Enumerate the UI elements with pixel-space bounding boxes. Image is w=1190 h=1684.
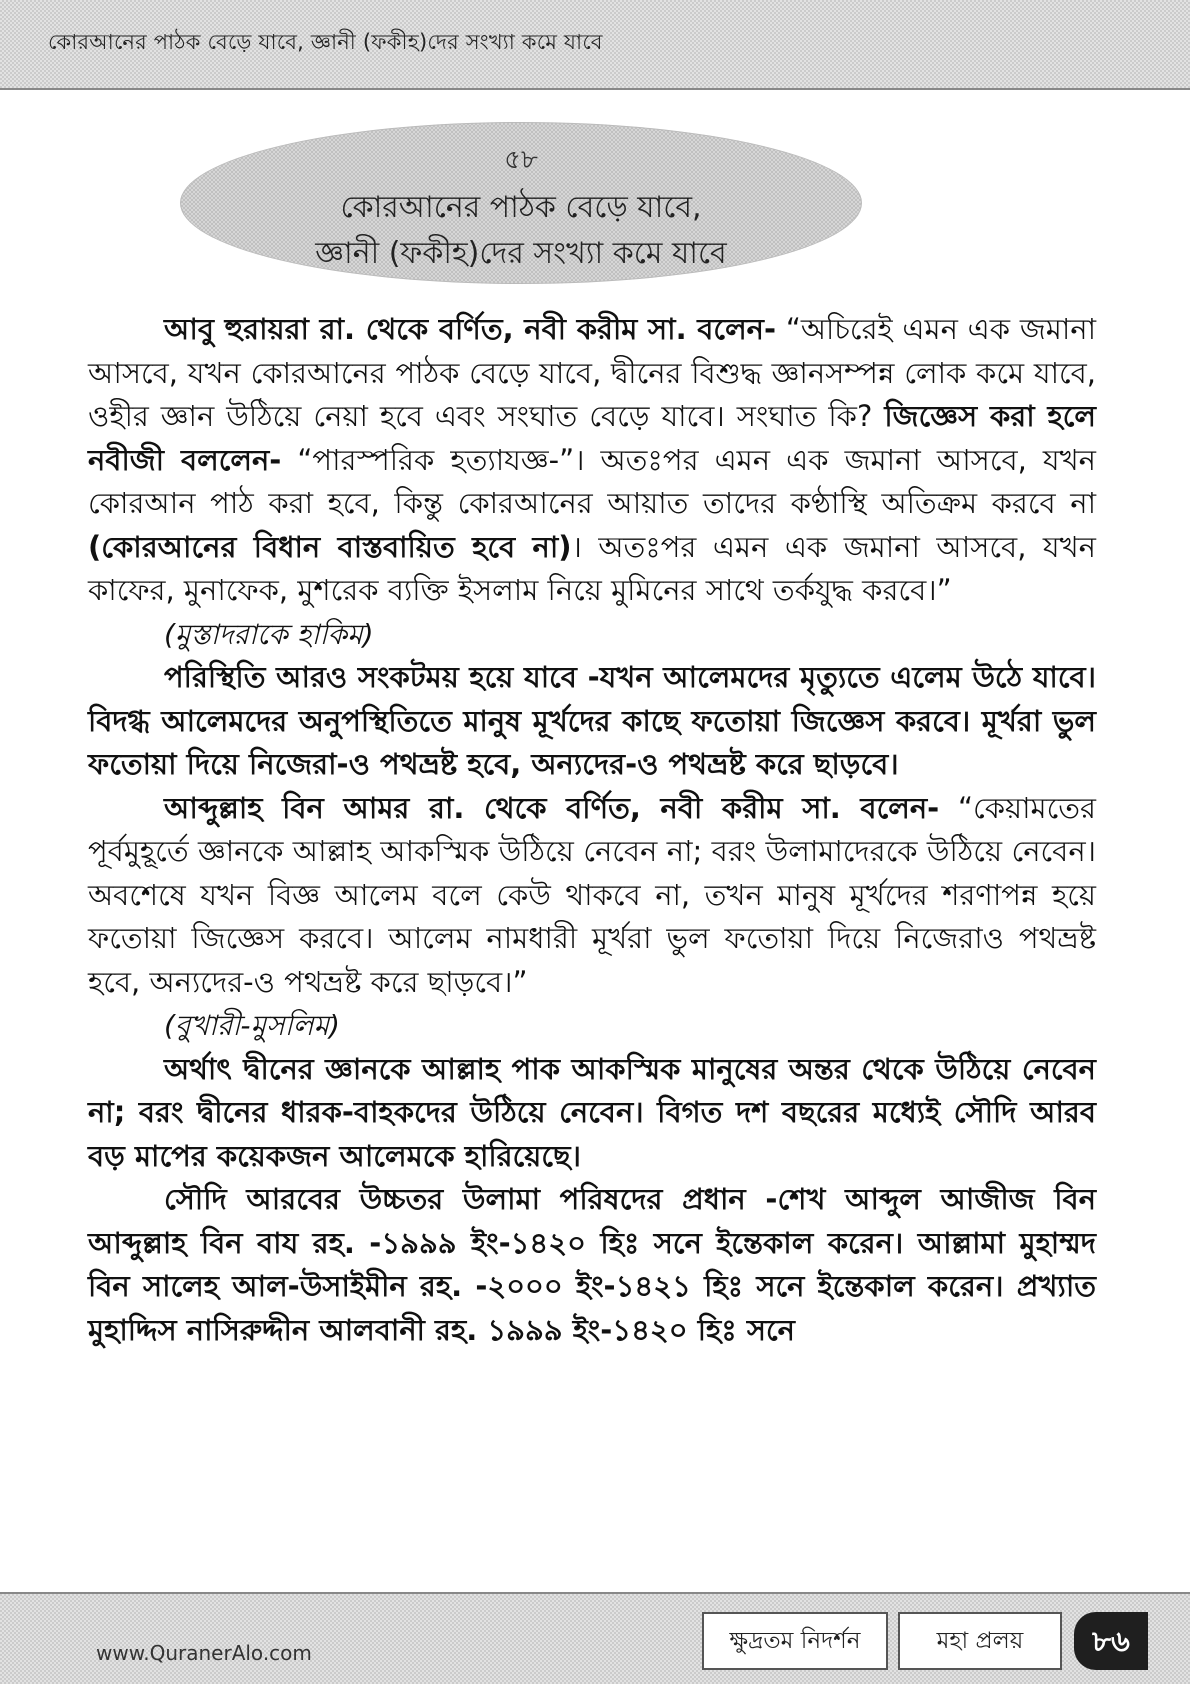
body-text xyxy=(88,308,1096,1352)
paragraph-2: পরিস্থিতি আরও সংকটময় হয়ে যাবে -যখন আলেমদের মৃত্যুতে এলেম উঠে যাবে। বিদগ্ধ আলেমদের অনুপস্থিতিতে মানুষ মূর্খদের কাছে ফতোয়া জিজ্ঞেস করবে। মূর্খরা ভুল ফতোয়া দিয়ে নিজেরা-ও পথভ্রষ্ট হবে, অন্যদের-ও পথভ্রষ্ট করে ছাড়বে। xyxy=(88,660,1096,781)
hadith-text: “কেয়ামতের পূর্বমুহূর্তে জ্ঞানকে আল্লাহ আকস্মিক উঠিয়ে নেবেন না; বরং উলামাদেরকে উঠিয়ে নেবেন। অবশেষে যখন বিজ্ঞ আলেম বলে কেউ থাকবে না, তখন মানুষ মূর্খদের শরণাপন্ন হয়ে ফতোয়া জিজ্ঞেস করবে। আলেম নামধারী মূর্খরা ভুল ফতোয়া দিয়ে নিজেরাও পথভ্রষ্ট হবে, অন্যদের-ও পথভ্রষ্ট করে ছাড়বে।” xyxy=(88,790,1096,999)
running-head: কোরআনের পাঠক বেড়ে যাবে, জ্ঞানী (ফকীহ)দের সংখ্যা কমে যাবে xyxy=(48,30,603,54)
chapter-title-block xyxy=(180,122,862,284)
source-citation: (মুস্তাদরাকে হাকিম) xyxy=(164,617,374,651)
footer-book-title: মহা প্রলয় xyxy=(898,1612,1062,1670)
source-citation: (বুখারী-মুসলিম) xyxy=(164,1009,340,1042)
narration-intro: আবু হুরায়রা রা. থেকে বর্ণিত, নবী করীম সা. বলেন- xyxy=(164,312,777,346)
page-number: ৮৬ xyxy=(1074,1612,1148,1670)
header-band xyxy=(0,0,1190,88)
hadith-text-end: । অতঃপর এমন এক জমানা আসবে, যখন কাফের, মুনাফেক, মুশরেক ব্যক্তি ইসলাম নিয়ে মুমিনের সাথে তর্কযুদ্ধ করবে।” xyxy=(88,529,1096,607)
website-link[interactable]: www.QuranerAlo.com xyxy=(96,1641,312,1665)
chapter-title-line-1: কোরআনের পাঠক বেড়ে যাবে, xyxy=(340,190,702,225)
header-rule xyxy=(0,88,1190,90)
hadith-text-cont: “পারস্পরিক হত্যাযজ্ঞ-”। অতঃপর এমন এক জমানা আসবে, যখন কোরআন পাঠ করা হবে, কিন্তু কোরআনের আয়াত তাদের কণ্ঠাস্থি অতিক্রম করবে না xyxy=(88,442,1096,520)
explanation-bold: (কোরআনের বিধান বাস্তবায়িত হবে না) xyxy=(88,529,572,564)
paragraph-5: সৌদি আরবের উচ্চতর উলামা পরিষদের প্রধান -শেখ আব্দুল আজীজ বিন আব্দুল্লাহ বিন বায রহ. -১৯৯৯ ইং-১৪২০ হিঃ সনে ইন্তেকাল করেন। আল্লামা মুহাম্মদ বিন সালেহ আল-উসাইমীন রহ. -২০০০ ইং-১৪২১ হিঃ সনে ইন্তেকাল করেন। প্রখ্যাত মুহাদ্দিস নাসিরুদ্দীন আলবানী রহ. ১৯৯৯ ইং-১৪২০ হিঃ সনে xyxy=(88,1182,1096,1347)
footer-rule xyxy=(0,1592,1190,1594)
paragraph-3 xyxy=(88,787,1096,1048)
footer-section-label: ক্ষুদ্রতম নিদর্শন xyxy=(702,1612,888,1670)
narration-intro: আব্দুল্লাহ বিন আমর রা. থেকে বর্ণিত, নবী করীম সা. বলেন- xyxy=(164,790,940,825)
paragraph-1 xyxy=(88,308,1096,656)
chapter-number: ৫৮ xyxy=(504,145,538,175)
question-text: জিজ্ঞেস করা হলে নবীজী বললেন- xyxy=(88,399,1096,477)
hadith-text: “অচিরেই এমন এক জমানা আসবে, যখন কোরআনের পাঠক বেড়ে যাবে, দ্বীনের বিশুদ্ধ জ্ঞানসম্পন্ন লোক কমে যাবে, ওহীর জ্ঞান উঠিয়ে নেয়া হবে এবং সংঘাত বেড়ে যাবে। সংঘাত কি? xyxy=(88,312,1096,433)
paragraph-4: অর্থাৎ দ্বীনের জ্ঞানকে আল্লাহ পাক আকস্মিক মানুষের অন্তর থেকে উঠিয়ে নেবেন না; বরং দ্বীনের ধারক-বাহকদের উঠিয়ে নেবেন। বিগত দশ বছরের মধ্যেই সৌদি আরব বড় মাপের কয়েকজন আলেমকে হারিয়েছে। xyxy=(88,1051,1096,1173)
chapter-title-line-2: জ্ঞানী (ফকীহ)দের সংখ্যা কমে যাবে xyxy=(315,236,727,271)
